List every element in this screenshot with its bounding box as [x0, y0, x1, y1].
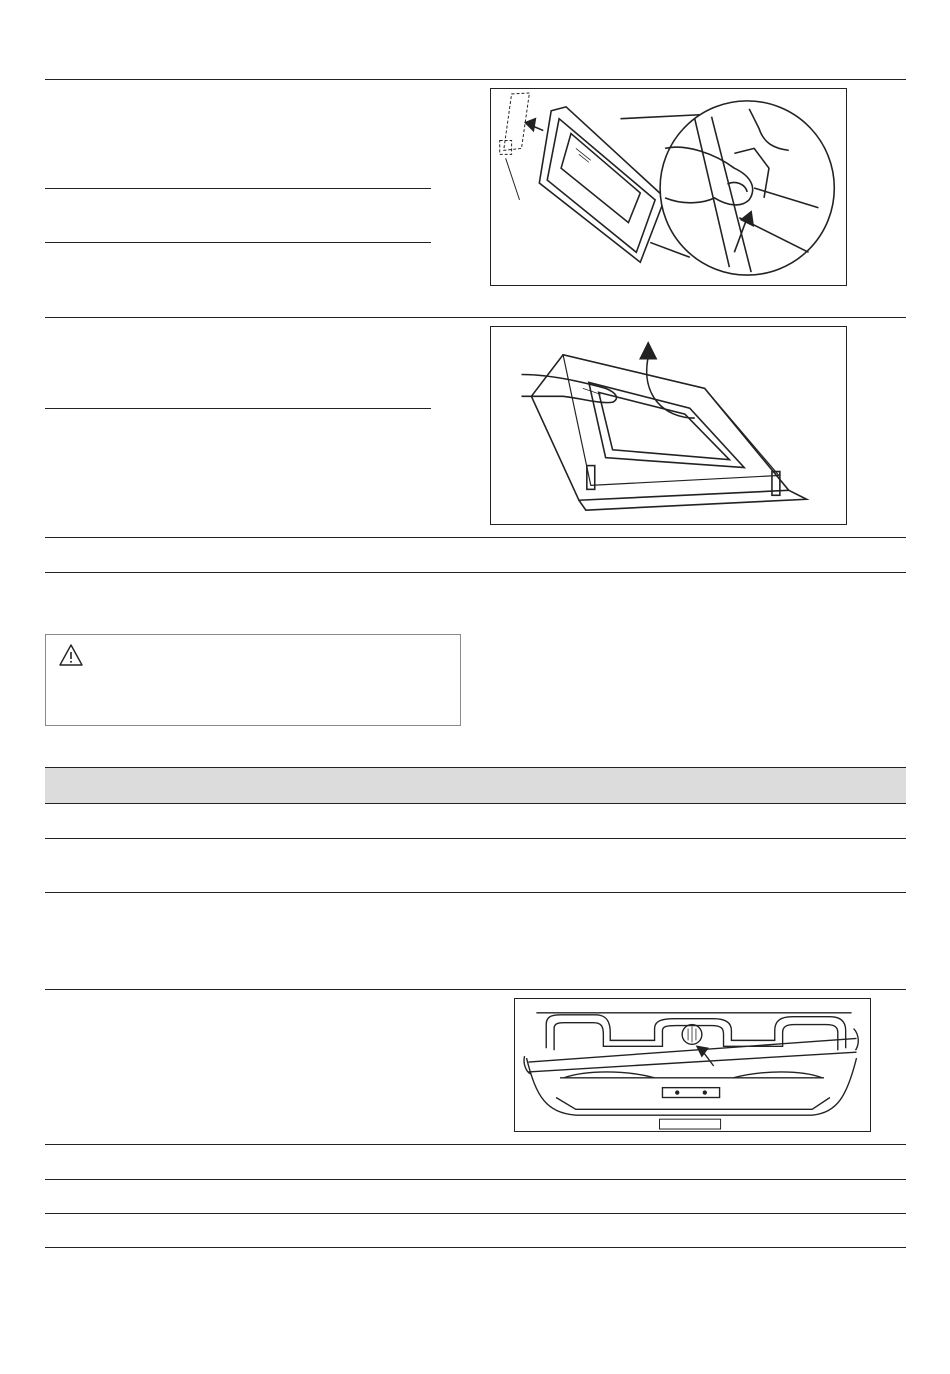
section-divider — [45, 79, 906, 80]
table-row-divider — [45, 1213, 906, 1214]
glass-removal-illustration — [491, 327, 846, 524]
warning-box — [45, 634, 461, 726]
section-divider — [45, 317, 906, 318]
door-release-illustration — [491, 89, 846, 285]
warning-triangle-icon — [58, 643, 84, 667]
table-header — [45, 767, 906, 804]
door-release-figure — [490, 88, 847, 286]
table-row-divider — [45, 1144, 906, 1145]
step-divider — [45, 408, 431, 409]
heating-element-illustration — [515, 999, 870, 1131]
glass-removal-figure — [490, 326, 847, 525]
section-divider — [45, 537, 906, 538]
table-row-divider — [45, 892, 906, 893]
heating-element-figure — [514, 998, 871, 1132]
step-divider — [45, 188, 431, 189]
table-row-divider — [45, 989, 906, 990]
table-row-divider — [45, 1179, 906, 1180]
step-divider — [45, 242, 431, 243]
section-divider — [45, 572, 906, 573]
table-row-divider — [45, 838, 906, 839]
table-row-divider — [45, 1247, 906, 1248]
